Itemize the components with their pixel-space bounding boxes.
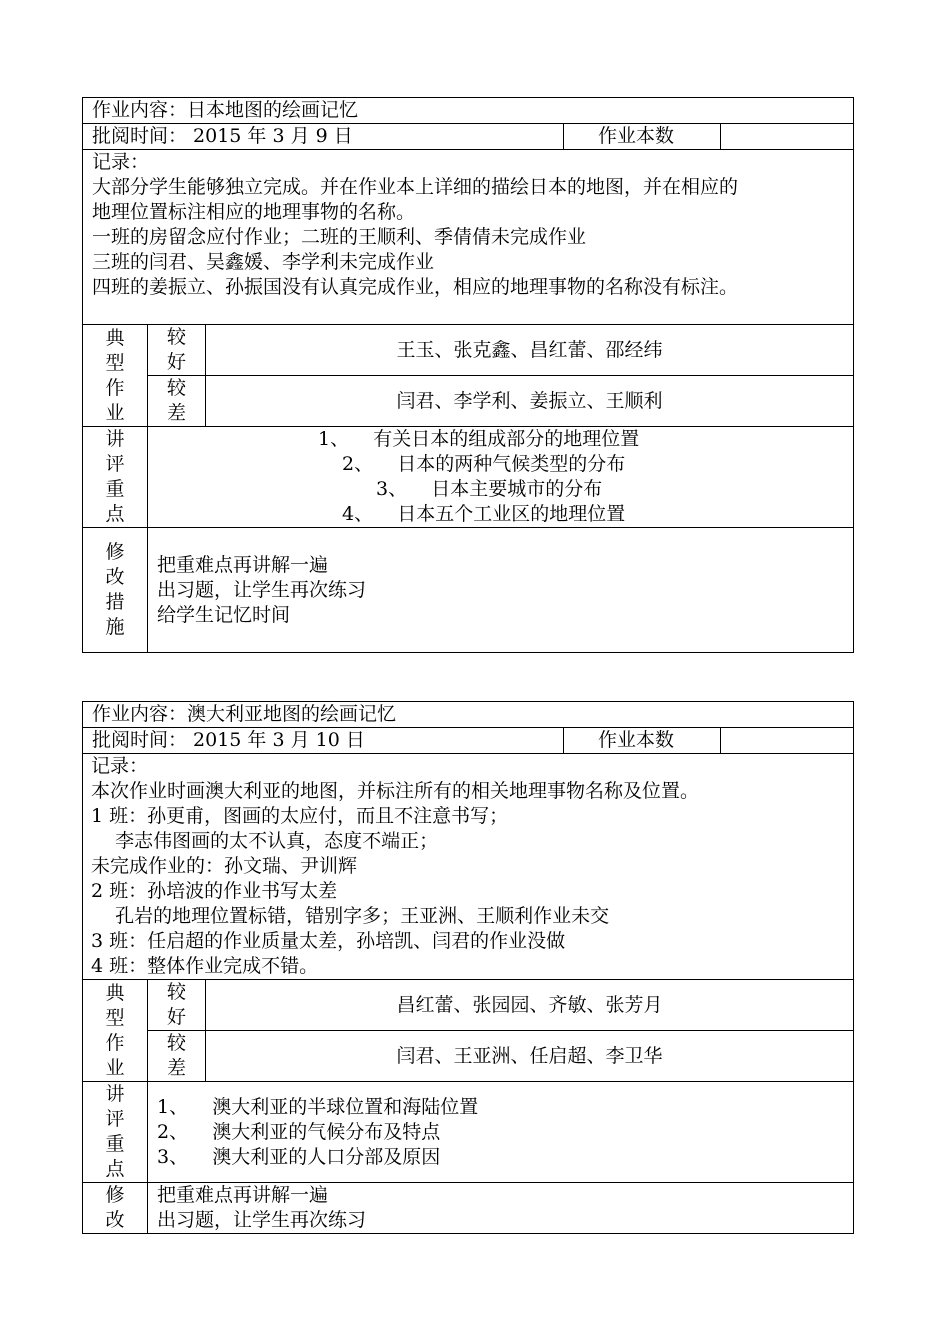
key-point: 2、 日本的两种气候类型的分布 <box>342 453 626 475</box>
fix-label-char: 施 <box>105 616 125 638</box>
record-line: 一班的房留念应付作业；二班的王顺利、季倩倩未完成作业 <box>92 226 587 248</box>
record-line: 三班的闫君、吴鑫媛、李学利未完成作业 <box>92 251 435 273</box>
count-label-cell: 作业本数 <box>564 728 721 754</box>
key-label-char: 讲 <box>105 1083 125 1105</box>
record-label: 记录： <box>92 151 150 173</box>
content-cell: 作业内容：日本地图的绘画记忆 <box>83 98 854 124</box>
typical-label-char: 典 <box>105 981 125 1004</box>
fix-label-cell <box>83 1183 148 1234</box>
good-names-cell: 昌红蕾、张园园、齐敏、张芳月 <box>206 980 854 1031</box>
record-line: 4 班：整体作业完成不错。 <box>91 955 319 977</box>
key-points-cell <box>148 427 854 528</box>
record-line: 孔岩的地理位置标错，错别字多；王亚洲、王顺利作业未交 <box>91 905 610 927</box>
good-label-char: 较 <box>166 326 186 348</box>
good-label-cell <box>148 325 206 376</box>
poor-label-char: 差 <box>166 402 186 424</box>
fix-measures-cell <box>148 1183 854 1234</box>
good-label-char: 好 <box>166 1006 186 1028</box>
record-cell <box>83 754 854 980</box>
fix-label-char: 修 <box>105 1184 125 1206</box>
poor-label-char: 较 <box>166 1032 186 1054</box>
key-point: 1、 澳大利亚的半球位置和海陆位置 <box>157 1095 479 1118</box>
count-label-cell: 作业本数 <box>564 124 721 150</box>
record-line: 本次作业时画澳大利亚的地图，并标注所有的相关地理事物名称及位置。 <box>91 780 700 802</box>
key-label-char: 评 <box>105 1108 125 1130</box>
good-label-char: 好 <box>166 351 186 373</box>
key-label-char: 重 <box>105 1133 125 1155</box>
key-label-cell <box>83 1082 148 1183</box>
typical-label-char: 典 <box>105 326 125 349</box>
homework-record-table-2 <box>82 701 854 1234</box>
poor-label-cell <box>148 376 206 427</box>
key-point: 1、 有关日本的组成部分的地理位置 <box>318 428 640 450</box>
poor-names-cell: 闫君、李学利、姜振立、王顺利 <box>206 376 854 427</box>
record-line: 未完成作业的：孙文瑞、尹训辉 <box>91 855 358 877</box>
good-names-cell: 王玉、张克鑫、昌红蕾、邵经纬 <box>206 325 854 376</box>
key-label-char: 讲 <box>105 428 125 450</box>
poor-label-cell <box>148 1031 206 1082</box>
poor-names-cell: 闫君、王亚洲、任启超、李卫华 <box>206 1031 854 1082</box>
review-time-cell: 批阅时间： 2015 年 3 月 9 日 <box>83 124 564 150</box>
typical-label-char: 作 <box>105 1031 125 1054</box>
typical-label-cell <box>83 325 148 427</box>
review-time-cell: 批阅时间： 2015 年 3 月 10 日 <box>83 728 564 754</box>
key-point: 4、 日本五个工业区的地理位置 <box>342 503 626 525</box>
record-label: 记录： <box>91 755 149 777</box>
fix-label-char: 改 <box>105 566 125 588</box>
key-label-char: 点 <box>105 503 125 525</box>
record-line: 地理位置标注相应的地理事物的名称。 <box>92 201 416 223</box>
record-line: 李志伟图画的太不认真，态度不端正； <box>91 830 439 852</box>
typical-label-char: 型 <box>105 351 125 374</box>
homework-record-table-1 <box>82 97 854 653</box>
key-label-char: 点 <box>105 1158 125 1180</box>
typical-label-char: 作 <box>105 376 125 399</box>
fix-line: 出习题，让学生再次练习 <box>157 1209 367 1231</box>
record-line: 四班的姜振立、孙振国没有认真完成作业，相应的地理事物的名称没有标注。 <box>92 276 739 298</box>
fix-label-char: 修 <box>105 541 125 563</box>
fix-measures-cell <box>148 528 854 653</box>
typical-label-cell <box>83 980 148 1082</box>
record-cell <box>83 150 854 325</box>
key-label-cell <box>83 427 148 528</box>
fix-line: 把重难点再讲解一遍 <box>157 1184 329 1206</box>
poor-label-char: 较 <box>166 377 186 399</box>
fix-label-char: 改 <box>105 1209 125 1231</box>
key-point: 2、 澳大利亚的气候分布及特点 <box>157 1120 441 1143</box>
key-point: 3、 日本主要城市的分布 <box>376 478 603 500</box>
count-value-cell <box>721 728 854 754</box>
fix-line: 把重难点再讲解一遍 <box>157 553 329 576</box>
typical-label-char: 业 <box>105 401 125 424</box>
typical-label-char: 型 <box>105 1006 125 1029</box>
record-line: 大部分学生能够独立完成。并在作业本上详细的描绘日本的地图，并在相应的 <box>92 176 739 198</box>
record-line: 1 班：孙更甫，图画的太应付，而且不注意书写； <box>91 805 509 827</box>
good-label-cell <box>148 980 206 1031</box>
record-line: 3 班：任启超的作业质量太差，孙培凯、闫君的作业没做 <box>91 930 566 952</box>
key-points-cell <box>148 1082 854 1183</box>
fix-line: 给学生记忆时间 <box>157 603 291 626</box>
record-line: 2 班：孙培波的作业书写太差 <box>91 880 338 902</box>
poor-label-char: 差 <box>166 1057 186 1079</box>
typical-label-char: 业 <box>105 1056 125 1079</box>
key-point: 3、 澳大利亚的人口分部及原因 <box>157 1145 441 1168</box>
content-cell: 作业内容：澳大利亚地图的绘画记忆 <box>83 702 854 728</box>
fix-label-char: 措 <box>105 591 125 613</box>
fix-line: 出习题，让学生再次练习 <box>157 578 367 601</box>
key-label-char: 评 <box>105 453 125 475</box>
fix-label-cell <box>83 528 148 653</box>
good-label-char: 较 <box>166 981 186 1003</box>
key-label-char: 重 <box>105 478 125 500</box>
count-value-cell <box>721 124 854 150</box>
